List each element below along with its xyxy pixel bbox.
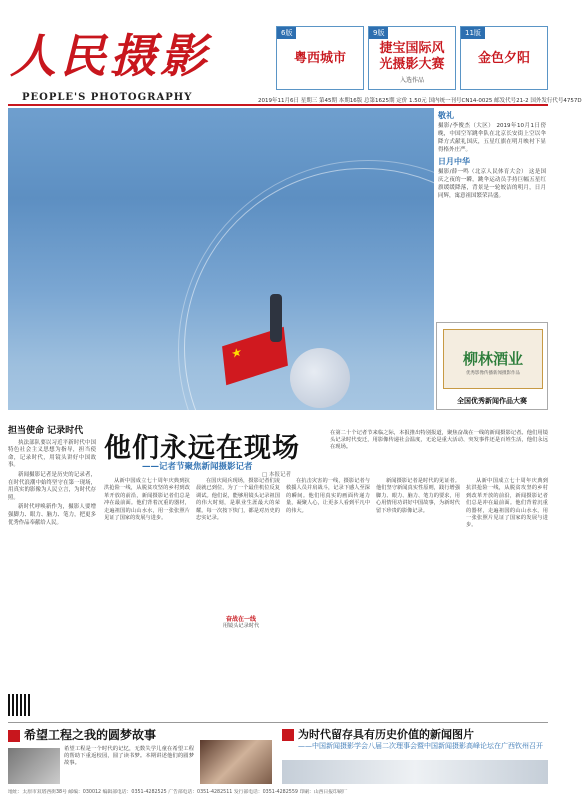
promo-title: 捷宝国际风光摄影大赛 <box>379 41 445 72</box>
article-column-1 <box>104 478 190 712</box>
feature-photo <box>282 760 548 784</box>
masthead-divider <box>8 104 548 106</box>
article-paragraph: 在国庆阅兵现场，摄影记者们凌晨就已到位，为了一个最佳机位反复调试。他们说，能够用镜头记录祖国的伟大时刻，是职业生涯最大的荣耀。每一次按下快门，都是对历史的忠实记录。 <box>196 478 280 522</box>
promo-subtitle: 入选作品 <box>399 77 424 84</box>
article-column-2 <box>196 478 280 712</box>
qr-code-icon <box>8 694 30 716</box>
article-paragraph: 从新中国成立七十周年庆典到抗洪抢险一线，从脱贫攻坚的乡村到改革开放的前沿，新闻摄影记者们总是冲在最前面。他们背着沉重的器材，走遍祖国的山山水水，用一张张照片见证了国家的发展与进步。 <box>466 478 548 529</box>
article-paragraph: 在抗击灾害的一线，摄影记者与救援人员并肩战斗，记录下感人至深的瞬间。他们用真实的画面传递力量，凝聚人心，让更多人看到平凡中的伟大。 <box>286 478 370 514</box>
bottom-left-feature[interactable] <box>8 726 278 786</box>
qr-code-box[interactable] <box>8 692 98 722</box>
promo-page-number: 6版 <box>277 27 296 39</box>
promo-box-2[interactable] <box>368 26 456 90</box>
article-column-4 <box>376 478 460 712</box>
bullet-icon <box>282 729 294 741</box>
page-footer: 地址：太原市双塔西街38号 邮编：030012 编辑部电话：0351-4282525 广告部电话：0351-4282511 发行部电话：0351-4282559 印刷：山西日报印刷厂 <box>8 790 348 795</box>
sub-heading-box <box>196 616 286 652</box>
advertisement[interactable] <box>436 322 548 410</box>
article-headline[interactable]: 他们永远在现场 <box>104 433 300 464</box>
caption-text: 摄影/薛一鸣（北京人民体育大会） 这是国庆之夜的一瞬，跳伞运动员手持巨幅五星红旗缓缓降落，背景是一轮皎洁的明月，日月同辉，寓意祖国繁荣昌盛。 <box>438 169 546 199</box>
feature-text: 希望工程是一个时代的记忆，无数失学儿童在希望工程的帮助下重返校园，圆了读书梦。本期讲述他们的圆梦故事。 <box>64 746 194 766</box>
promo-page-number: 11版 <box>461 27 485 39</box>
masthead-title: 人民摄影 <box>10 29 210 83</box>
promo-title: 粤西城市 <box>293 51 346 66</box>
promo-page-number: 9版 <box>369 27 388 39</box>
feature-photo <box>200 740 272 784</box>
bottom-right-feature[interactable] <box>282 726 548 786</box>
issue-info-line: 2019年11月6日 星期三 第45期 本期16版 总第1625期 定价 1.50元 国内统一刊号CN14-0025 邮发代号21-2 国外发行代号4757D <box>258 98 582 104</box>
ad-brand-name: 柳林酒业 <box>462 350 523 368</box>
section-divider <box>8 722 548 723</box>
promo-box-3[interactable] <box>460 26 548 90</box>
article-paragraph: 新闻摄影记者是时代的见证者。他们坚守新闻真实性原则，践行增强脚力、眼力、脑力、笔力的要求，用心用情用功讲好中国故事，为新时代留下珍贵的影像记录。 <box>376 478 460 514</box>
masthead-english-title: PEOPLE'S PHOTOGRAPHY <box>22 92 193 103</box>
article-byline: □ 本报记者 <box>262 472 291 478</box>
ad-subtitle: 优秀影像传播新闻摄影作品 <box>466 371 520 376</box>
sub-heading-text: 用镜头记录时代 <box>222 623 260 629</box>
feature-headline: 为时代留存具有历史价值的新闻图片 <box>282 726 474 742</box>
commentary-title: 担当使命 记录时代 <box>8 426 84 436</box>
article-intro: 在第二十个记者节来临之际，本报推出特别报道，聚焦奋战在一线的新闻摄影记者。他们用镜头记录时代变迁，用影像传递社会温度，无论是重大活动、突发事件还是百姓生活，他们永远在现场。 <box>330 430 548 451</box>
sub-heading-title: 奋战在一线 <box>225 616 256 623</box>
ad-logo <box>443 329 543 389</box>
left-commentary-column <box>8 428 96 692</box>
caption-title: 敬礼 <box>438 111 454 120</box>
feature-headline: 希望工程之我的圆梦故事 <box>8 726 156 743</box>
article-column-3 <box>286 478 370 712</box>
feature-thumbnail <box>8 748 60 784</box>
commentary-paragraph: 新闻摄影记者是历史的记录者，在时代浪潮中始终坚守在第一现场，用真实的影像为人民立言，为时代存照。 <box>8 471 96 501</box>
promo-title: 金色夕阳 <box>477 51 530 66</box>
bullet-icon <box>8 730 20 742</box>
caption-text: 摄影/李俊杰（大区） 2019年10月1日傍晚，中国空军跳伞队在北京长安街上空以伞降方式献礼国庆，五星红旗在明月映衬下显得格外庄严。 <box>438 123 546 153</box>
article-subheadline: ——记者节聚焦新闻摄影记者 <box>142 462 253 472</box>
parachutist-figure <box>270 294 282 342</box>
article-column-5 <box>466 478 548 712</box>
moon-image <box>290 348 350 408</box>
caption-title: 日月中华 <box>438 157 470 166</box>
commentary-paragraph: 执法部队要以习近平新时代中国特色社会主义思想为指导，担当使命，记录时代，用镜头讲好中国故事。 <box>8 439 96 469</box>
front-page-photo[interactable] <box>8 108 434 410</box>
article-paragraph: 从新中国成立七十周年庆典到抗洪抢险一线，从脱贫攻坚的乡村到改革开放的前沿，新闻摄影记者们总是冲在最前面。他们背着沉重的器材，走遍祖国的山山水水，用一张张照片见证了国家的发展与进步。 <box>104 478 190 522</box>
commentary-paragraph: 新时代呼唤新作为，摄影人要增强脚力、眼力、脑力、笔力，把更多优秀作品奉献给人民。 <box>8 504 96 526</box>
promo-box-1[interactable] <box>276 26 364 90</box>
star-icon: ★ <box>230 344 243 362</box>
ad-footer: 全国优秀新闻作品大赛 <box>457 397 527 405</box>
feature-subheadline: ——中国新闻摄影学会八届二次理事会暨中国新闻摄影高峰论坛在广西钦州召开 <box>298 742 543 750</box>
